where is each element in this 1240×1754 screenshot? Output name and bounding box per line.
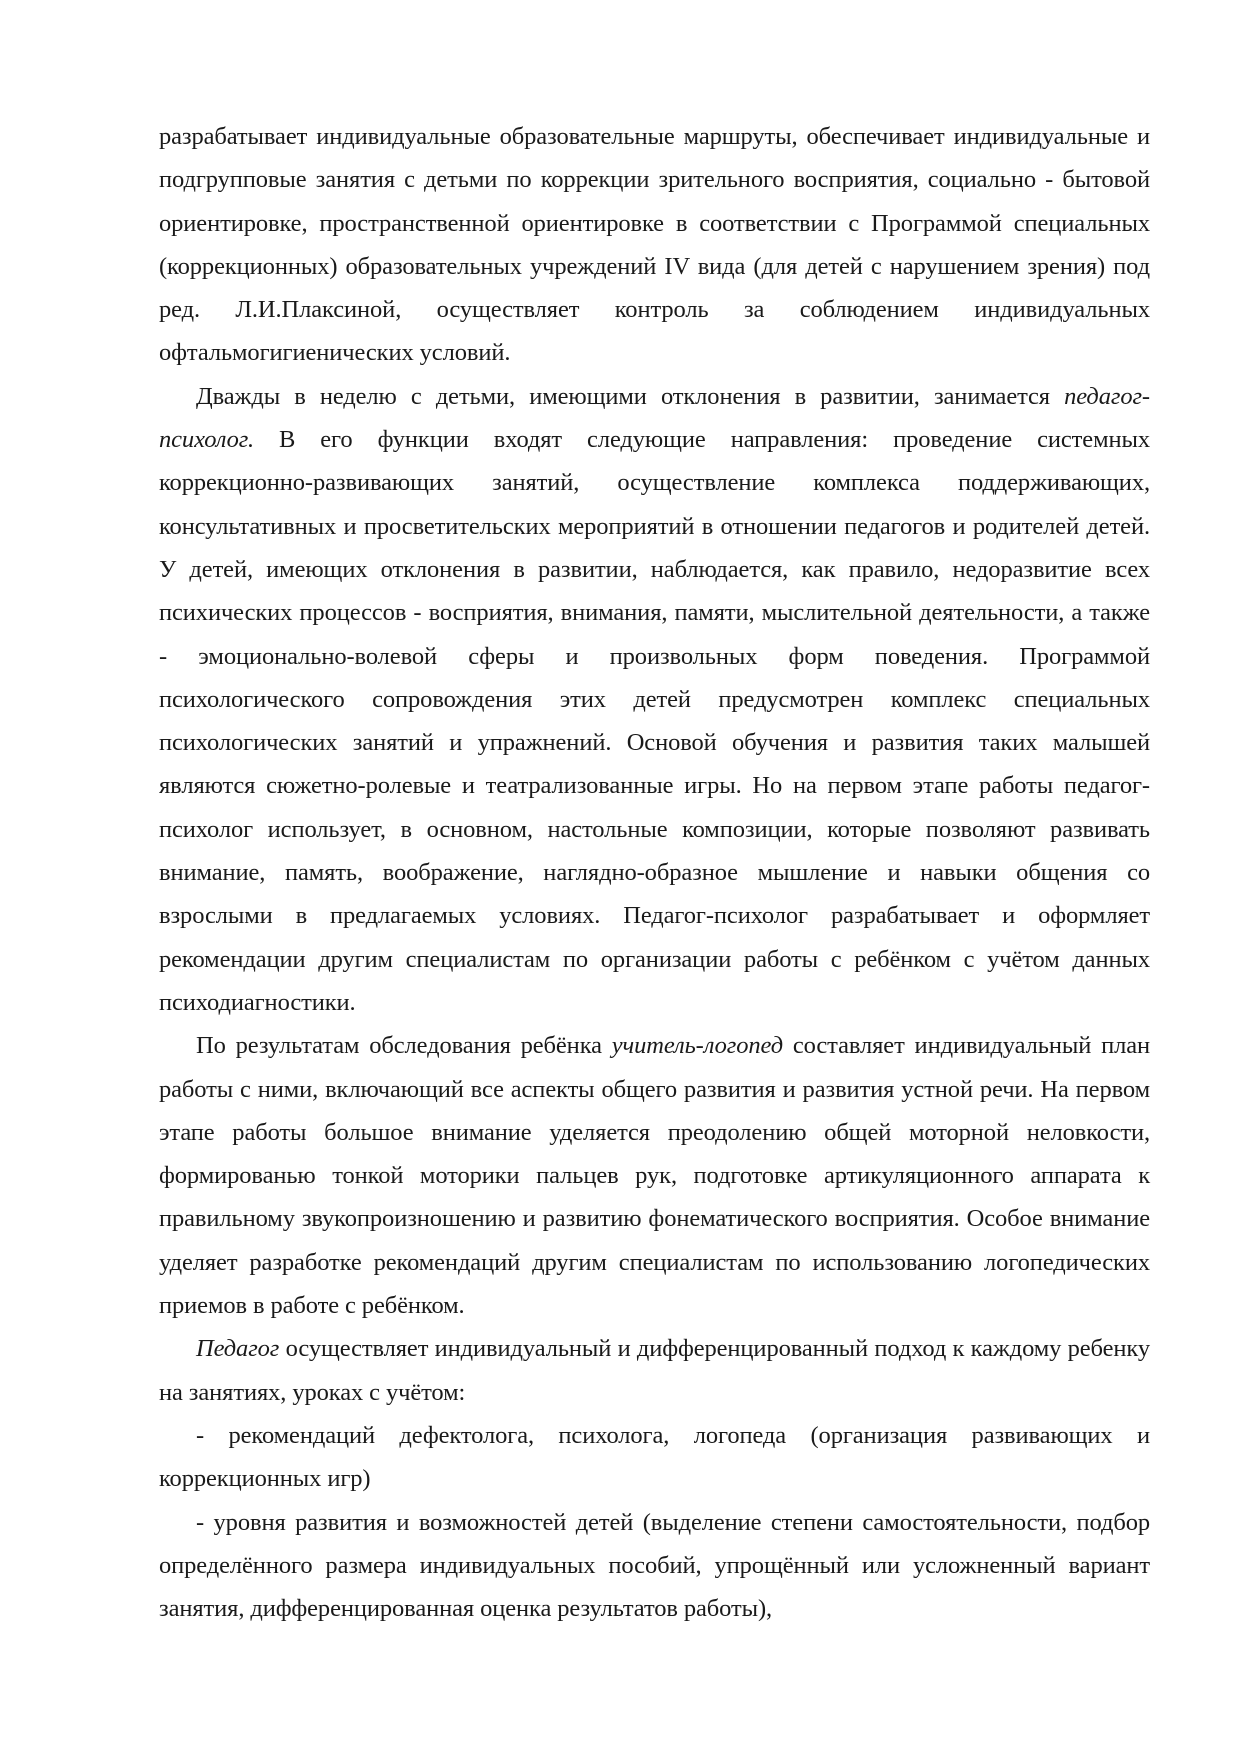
list-item-development-level (159, 1501, 1150, 1631)
paragraph-3-text-a: По результатам обследования ребёнка (196, 1032, 612, 1060)
paragraph-2-role-psychologist: педагог-психолог. (159, 382, 1150, 454)
paragraph-3-text-b: составляет индивидуальный план работы с ними, включающий все аспекты общего развития и развития устной речи. На первом этапе работы большое внимание уделяется преодолению общей моторной неловкости, формированью тонкой моторики пальцев рук, подготовке артикуляционного аппарата к правильному звукопроизношению и развитию фонематического восприятия. Особое внимание уделяет разработке рекомендаций другим специалистам по использованию логопедических приемов в работе с ребёнком. (159, 1032, 1150, 1320)
list-item-development-level-text: - уровня развития и возможностей детей (выделение степени самостоятельности, подбор определённого размера индивидуальных пособий, упрощённый или усложненный вариант занятия, дифференцированная оценка результатов работы), (159, 1508, 1150, 1623)
paragraph-2 (159, 375, 1150, 1024)
list-item-recommendations (159, 1414, 1150, 1501)
paragraph-3-role-speech-therapist: учитель-логопед (611, 1032, 783, 1060)
paragraph-1 (159, 115, 1150, 375)
paragraph-2-text-a: Дважды в неделю с детьми, имеющими отклонения в развитии, занимается (196, 382, 1065, 410)
paragraph-3 (159, 1024, 1150, 1327)
paragraph-4 (159, 1327, 1150, 1414)
paragraph-1-text: разрабатывает индивидуальные образовательные маршруты, обеспечивает индивидуальные и подгрупповые занятия с детьми по коррекции зрительного восприятия, социально - бытовой ориентировке, пространственной ориентировке в соответствии с Программой специальных (коррекционных) образовательных учреждений IV вида (для детей с нарушением зрения) под ред. Л.И.Плаксиной, осуществляет контроль за соблюдением индивидуальных офтальмогигиенических условий. (159, 123, 1150, 367)
paragraph-2-text-b: В его функции входят следующие направления: проведение системных коррекционно-развивающих занятий, осуществление комплекса поддерживающих, консультативных и просветительских мероприятий в отношении педагогов и родителей детей. У детей, имеющих отклонения в развитии, наблюдается, как правило, недоразвитие всех психических процессов - восприятия, внимания, памяти, мыслительной деятельности, а также - эмоционально-волевой сферы и произвольных форм поведения. Программой психологического сопровождения этих детей предусмотрен комплекс специальных психологических занятий и упражнений. Основой обучения и развития таких малышей являются сюжетно-ролевые и театрализованные игры. Но на первом этапе работы педагог-психолог использует, в основном, настольные композиции, которые позволяют развивать внимание, память, воображение, наглядно-образное мышление и навыки общения со взрослыми в предлагаемых условиях. Педагог-психолог разрабатывает и оформляет рекомендации другим специалистам по организации работы с ребёнком с учётом данных психодиагностики. (159, 426, 1150, 1016)
paragraph-4-text: осуществляет индивидуальный и дифференцированный подход к каждому ребенку на занятиях, уроках с учётом: (159, 1335, 1150, 1406)
paragraph-4-role-teacher: Педагог (196, 1335, 280, 1363)
list-item-recommendations-text: - рекомендаций дефектолога, психолога, логопеда (организация развивающих и коррекционных игр) (159, 1421, 1150, 1493)
document-body (159, 115, 1150, 1630)
